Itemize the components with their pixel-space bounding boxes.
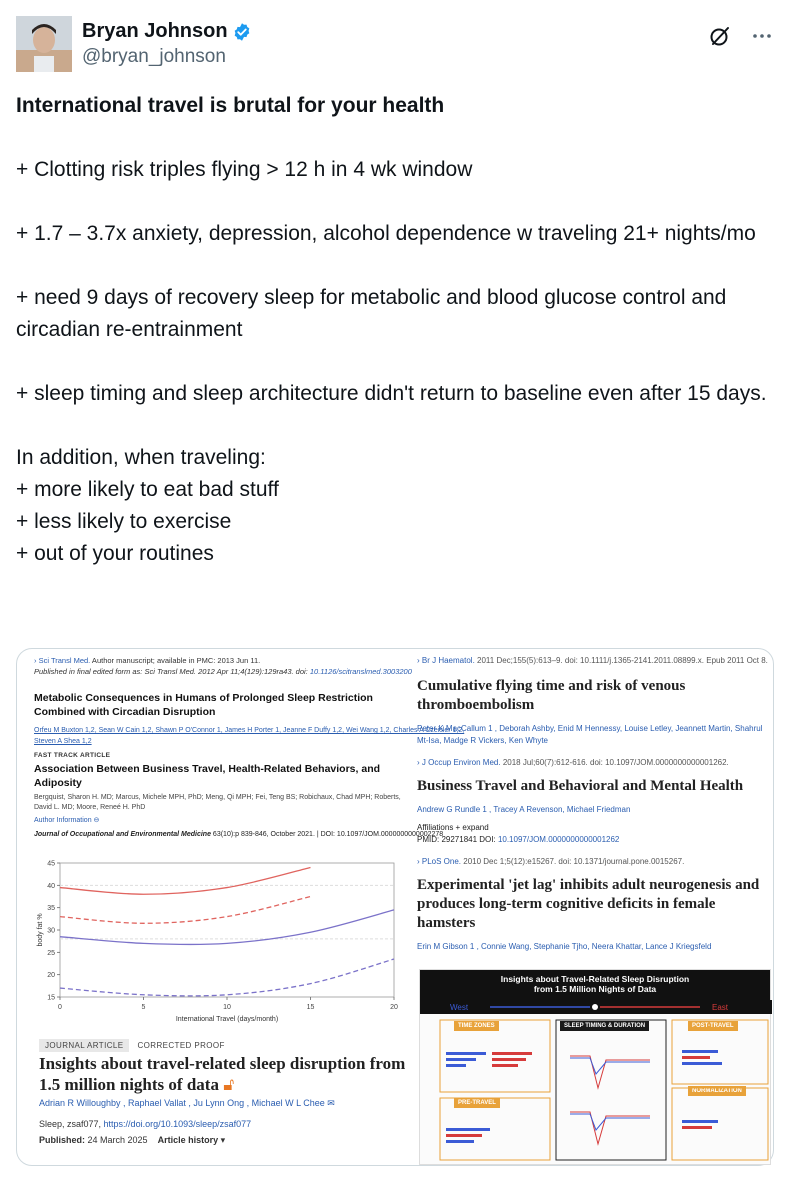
chart-xtick-label: 15 bbox=[306, 1004, 315, 1011]
more-dots-icon[interactable] bbox=[750, 24, 774, 48]
chart-x-axis-label: International Travel (days/month) bbox=[175, 1016, 279, 1023]
avatar[interactable] bbox=[16, 16, 72, 72]
paper1-authors-cont: Steven A Shea 1,2 bbox=[34, 738, 92, 745]
avatar-photo-icon bbox=[16, 16, 72, 72]
tweet-line-exercise: + less likely to exercise bbox=[16, 510, 232, 533]
chart-xtick-label: 5 bbox=[141, 1004, 146, 1011]
paper1-final-form: Published in final edited form as: Sci Transl Med. 2012 Apr 11;4(129):129ra43. doi: 10.1126/scitranslmed.3003200 bbox=[34, 667, 412, 676]
sleep-infographic bbox=[419, 969, 771, 1165]
tweet-line-clotting: + Clotting risk triples flying > 12 h in 4 wk window bbox=[16, 158, 473, 181]
paper5-ref: › J Occup Environ Med. 2018 Jul;60(7):612-616. doi: 10.1097/JOM.0000000000001262. bbox=[417, 758, 729, 767]
tweet-headline: International travel is brutal for your health bbox=[16, 94, 445, 117]
infographic-header bbox=[420, 970, 770, 1000]
paper2-title: Association Between Business Travel, Health-Related Behaviors, and Adiposity bbox=[34, 763, 381, 789]
infographic-east: East bbox=[712, 1003, 729, 1012]
panel-pre-travel: PRE-TRAVEL bbox=[454, 1098, 500, 1108]
panel-normalization: NORMALIZATION bbox=[688, 1086, 746, 1096]
paper4-title: Cumulative flying time and risk of venous thromboembolism bbox=[417, 678, 686, 713]
chart-xtick-label: 20 bbox=[390, 1004, 398, 1011]
tweet-line-sleep-timing: + sleep timing and sleep architecture didn't return to baseline even after 15 days. bbox=[16, 382, 767, 405]
paper3-published: Published: 24 March 2025 Article history ▾ bbox=[39, 1135, 226, 1145]
tweet-body bbox=[16, 90, 776, 570]
paper5-authors: Andrew G Rundle 1 , Tracey A Revenson, Michael Friedman bbox=[417, 805, 631, 814]
author-handle[interactable]: @bryan_johnson bbox=[82, 46, 226, 67]
paper3-ref: Sleep, zsaf077, https://doi.org/10.1093/sleep/zsaf077 bbox=[39, 1119, 252, 1129]
paper2-journal: Journal of Occupational and Environmental Medicine 63(10):p 839-846, October 2021. | DOI: 10.1097/JOM.0000000000002278 bbox=[34, 831, 444, 838]
paper1-ref: › Sci Transl Med. Author manuscript; available in PMC: 2013 Jun 11. bbox=[34, 656, 261, 665]
grok-icon[interactable] bbox=[708, 24, 732, 48]
tweet-line-routines: + out of your routines bbox=[16, 542, 214, 565]
panel-post-travel: POST-TRAVEL bbox=[688, 1021, 738, 1031]
tweet-line-in-addition: In addition, when traveling: bbox=[16, 446, 266, 469]
panel-time-zones: TIME ZONES bbox=[454, 1021, 499, 1031]
tweet-header bbox=[16, 14, 774, 74]
chart-ytick-label: 20 bbox=[47, 972, 55, 980]
paper1-title: Metabolic Consequences in Humans of Prolonged Sleep Restriction Combined with Circadian Disruption bbox=[34, 692, 373, 718]
paper5-title: Business Travel and Behavioral and Mental Health bbox=[417, 778, 744, 794]
paper5-pmid: PMID: 29271841 DOI: 10.1097/JOM.0000000000001262 bbox=[417, 835, 620, 844]
paper4-ref: › Br J Haematol. 2011 Dec;155(5):613–9. doi: 10.1111/j.1365-2141.2011.08899.x. Epub 2011 Oct 8. bbox=[417, 656, 768, 665]
paper6-authors: Erin M Gibson 1 , Connie Wang, Stephanie Tjho, Neera Khattar, Lance J Kriegsfeld bbox=[417, 942, 712, 951]
chart-ytick-label: 25 bbox=[47, 949, 55, 957]
paper4-authors: Peter K MacCallum 1 , Deborah Ashby, Enid M Hennessy, Louise Letley, Jeannett Martin, Shahrul Mt-Isa, Madge R Vickers, Ken Whyte bbox=[417, 724, 763, 745]
chart-xtick-label: 10 bbox=[223, 1004, 231, 1011]
tweet-line-anxiety: + 1.7 – 3.7x anxiety, depression, alcohol dependence w traveling 21+ nights/mo bbox=[16, 222, 756, 245]
author-name[interactable]: Bryan Johnson bbox=[82, 20, 228, 42]
paper1-authors: Orfeu M Buxton 1,2, Sean W Cain 1,2, Shawn P O'Connor 1, James H Porter 1, Jeanne F Duffy 1,2, Wei Wang 1,2, Charles A Czeisler 1,2, bbox=[34, 727, 465, 734]
paper3-authors: Adrian R Willoughby , Raphael Vallat , Ju Lynn Ong , Michael W L Chee ✉ bbox=[39, 1098, 335, 1108]
panel-sleep-timing: SLEEP TIMING & DURATION bbox=[560, 1021, 649, 1031]
tweet-line-eat: + more likely to eat bad stuff bbox=[16, 478, 279, 501]
tweet-line-recovery: + need 9 days of recovery sleep for metabolic and blood glucose control and circadian re-entrainment bbox=[16, 286, 727, 341]
paper5-affiliations: Affiliations + expand bbox=[417, 823, 489, 832]
infographic-title: Insights about Travel-Related Sleep Disruption bbox=[500, 974, 690, 984]
paper2-label: FAST TRACK ARTICLE bbox=[34, 752, 111, 759]
chart-ytick-label: 35 bbox=[47, 905, 55, 913]
infographic-west: West bbox=[450, 1003, 469, 1012]
chart-xtick-label: 0 bbox=[58, 1004, 62, 1011]
chart-y-axis-label: body fat % bbox=[37, 913, 44, 947]
paper2-authors: Bergquist, Sharon H. MD; Marcus, Michele MPH, PhD; Meng, Qi MPH; Fei, Teng BS; Robichaux, Chad MPH; Roberts, David L. MD; Moore, Reneé H. PhD bbox=[34, 794, 401, 811]
body-fat-chart bbox=[34, 855, 412, 1035]
verified-badge-icon bbox=[232, 22, 252, 42]
paper3-badge-journal: JOURNAL ARTICLE bbox=[39, 1039, 129, 1052]
paper3-badge-proof: CORRECTED PROOF bbox=[137, 1041, 225, 1050]
paper6-title: Experimental 'jet lag' inhibits adult neurogenesis and produces long-term cognitive deficits in female hamsters bbox=[417, 877, 760, 931]
tweet-media-image[interactable] bbox=[16, 648, 774, 1166]
infographic-subtitle: from 1.5 Million Nights of Data bbox=[533, 984, 657, 994]
open-access-icon: 🔓︎ bbox=[223, 1075, 235, 1094]
infographic-graphics bbox=[420, 1016, 772, 1166]
paper3-title: Insights about travel-related sleep disruption from 1.5 million nights of data 🔓︎ bbox=[39, 1054, 406, 1094]
chart-ytick-label: 30 bbox=[47, 927, 55, 935]
chart-ytick-label: 45 bbox=[47, 860, 55, 868]
chart-ytick-label: 40 bbox=[47, 882, 55, 890]
chart-ytick-label: 15 bbox=[47, 994, 55, 1002]
infographic-timeline bbox=[420, 1000, 772, 1014]
traveler-icon bbox=[592, 1004, 598, 1010]
chart-plot-area bbox=[60, 863, 394, 997]
paper2-author-info: Author Information ⊖ bbox=[34, 817, 100, 824]
paper6-ref: › PLoS One. 2010 Dec 1;5(12):e15267. doi: 10.1371/journal.pone.0015267. bbox=[417, 857, 685, 866]
